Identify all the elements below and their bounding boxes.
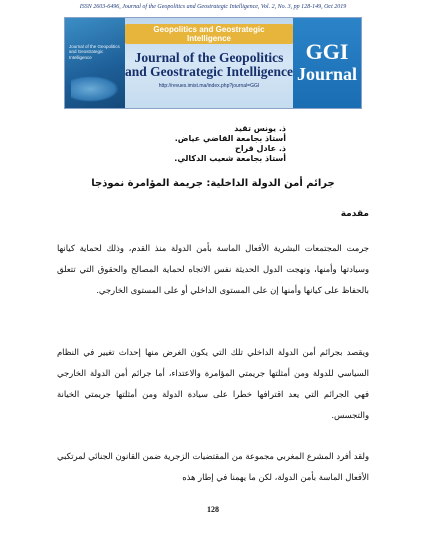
journal-citation: ISSN 2603-6496, Journal of the Geopolitics and Geostrategic Intelligence, Vol. 2, No. 3, pp 128-149, Oct 2019 <box>79 4 347 10</box>
journal-banner <box>64 17 362 109</box>
author-affiliation: أستاذ بجامعة القاضي عياض. <box>174 134 286 143</box>
banner-top-label: Geopolitics and Geostrategic Intelligence <box>125 24 293 44</box>
globe-map-icon <box>71 76 119 102</box>
body-paragraph: ويقصد بجرائم أمن الدولة الداخلي تلك التي يكون الغرض منها إحداث تغيير في النظام السياسي للدولة ومن أمثلتها جريمتي المؤامرة والاعتداء، أما جرائم أمن الدولة الخارجي فهي الجرائم التي يعد اقترافها خطرا على سيادة الدولة ومن أمثلتها جريمتي الخيانة والتجسس. <box>57 347 369 420</box>
journal-title-line-2: and Geostrategic Intelligence <box>125 64 293 79</box>
body-paragraph: جرمت المجتمعات البشرية الأفعال الماسة بأمن الدولة منذ القدم، وذلك لحماية كيانها وسيادتها وأمنها، ونهجت الدول الحديثة نفس الاتجاه لحماية المصالح والحقوق التي تتعلق بالحفاظ على كيانها وأمنها إن على المستوى الداخلي أو على المستوى الخارجي. <box>57 243 369 295</box>
ggi-logo <box>293 18 361 108</box>
journal-url: http://revues.imist.ma/index.php?journal=GGI <box>158 83 260 89</box>
banner-title-block <box>125 18 293 108</box>
journal-title-line-1: Journal of the Geopolitics <box>134 50 284 65</box>
logo-line-1: GGI <box>305 39 349 64</box>
journal-cover-image <box>65 18 125 108</box>
body-paragraph: ولقد أفرد المشرع المغربي مجموعة من المقتضيات الزجرية ضمن القانون الجنائي لمرتكبي الأفعال الماسة بأمن الدولة، لكن ما يهمنا في إطار هذه <box>57 451 369 482</box>
journal-title <box>125 51 293 79</box>
cover-title: Journal of the Geopolitics and Geostrategic Intelligence <box>69 44 120 60</box>
author-name: ذ. يونس تقيد <box>234 124 286 133</box>
author-block <box>160 124 286 164</box>
page-number: 128 <box>207 505 219 514</box>
paper-title: جرائم أمن الدولة الداخلية: جريمة المؤامرة نموذجا <box>91 178 335 189</box>
author-name: ذ. عادل قراح <box>235 144 286 153</box>
author-affiliation: أستاذ بجامعة شعيب الدكالي. <box>174 154 286 163</box>
logo-line-2: Journal <box>296 64 357 84</box>
section-heading: مقدمة <box>340 209 369 219</box>
